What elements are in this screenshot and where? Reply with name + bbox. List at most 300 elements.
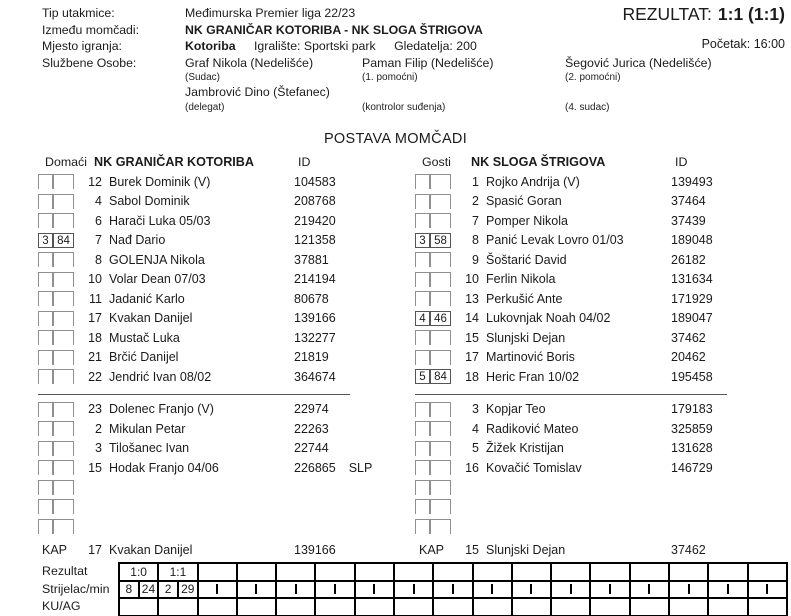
sub-minute-box (53, 499, 74, 514)
officials-roles-2 (185, 102, 785, 115)
player-row (415, 478, 791, 498)
kuag-cell (748, 598, 788, 616)
assistant1-name: Paman Filip (Nedelišće) (362, 56, 494, 70)
result-row-label: Rezultat (42, 564, 88, 578)
sub-minute-box (430, 402, 451, 417)
sub-player-box (38, 311, 53, 326)
scorer-minute-cell (590, 581, 629, 599)
player-row (38, 439, 398, 459)
player-name: Lukovnjak Noah 04/02 (486, 311, 611, 326)
score-progress-section (42, 562, 788, 616)
home-team-panel (38, 152, 398, 560)
player-number: 2 (95, 421, 102, 436)
scorer-number (316, 582, 334, 598)
scorer-number (552, 582, 570, 598)
scorer-number (395, 582, 413, 598)
kuag-row-label: KU/AG (42, 599, 81, 613)
player-tag: SLP (348, 460, 373, 475)
sub-minute-box (53, 402, 74, 417)
kuag-cell (669, 598, 708, 616)
teams-value: NK GRANIČAR KOTORIBA - NK SLOGA ŠTRIGOVA (185, 23, 483, 37)
player-row (415, 439, 791, 459)
player-row (38, 270, 398, 290)
player-name: Jendrić Ivan 08/02 (109, 369, 212, 384)
officials-row (42, 56, 785, 72)
sub-player-box (38, 402, 53, 417)
player-name: Mustač Luka (109, 330, 180, 345)
scorer-row-label: Strijelac/min (42, 581, 110, 596)
goal-minute (611, 582, 629, 598)
venue-city: Kotoriba (185, 39, 236, 53)
player-number: 11 (89, 291, 102, 306)
goal-minute: 24 (141, 582, 156, 597)
scorer-minute-cell (708, 581, 747, 599)
player-number: 8 (472, 233, 479, 248)
goal-minute (768, 582, 786, 598)
player-number: 22 (88, 369, 102, 384)
away-captain-row (415, 540, 791, 560)
officials-names-1 (185, 56, 785, 72)
player-name: Žižek Kristijan (486, 441, 564, 456)
away-team-name: NK SLOGA ŠTRIGOVA (471, 155, 606, 169)
player-name: Kopjar Teo (486, 402, 546, 417)
player-id: 21819 (294, 350, 329, 365)
attendance-value: Gledatelja: 200 (394, 39, 477, 53)
goal-minute (415, 582, 433, 598)
player-name: Slunjski Dejan (486, 330, 566, 345)
player-number: 10 (88, 272, 102, 287)
kickoff-time: Početak: 16:00 (701, 37, 785, 51)
home-captain-id: 139166 (294, 543, 336, 557)
sub-minute-box (430, 519, 451, 534)
player-id: 20462 (671, 350, 706, 365)
score-table-row-labels (42, 562, 118, 616)
player-name: Ferlin Nikola (486, 272, 556, 287)
scorer-minute-cell (355, 581, 394, 599)
player-id: 37881 (294, 252, 329, 267)
player-number: 17 (465, 350, 479, 365)
player-id: 146729 (671, 460, 713, 475)
away-subs-divider (415, 394, 727, 395)
sub-minute-box: 84 (430, 369, 451, 384)
sub-minute-box (430, 441, 451, 456)
player-row (415, 367, 791, 387)
player-number: 17 (88, 311, 102, 326)
home-id-column-label: ID (298, 155, 311, 169)
sub-player-box: 4 (415, 311, 430, 326)
sub-minute-box (53, 194, 74, 209)
player-row (415, 250, 791, 270)
goal-minute (650, 582, 668, 598)
sub-minute-box (430, 330, 451, 345)
assistant2-role: (2. pomoćni) (565, 72, 621, 83)
result-cell (198, 563, 237, 581)
scorer-minute-cell (158, 581, 197, 599)
player-name: Brčić Danijel (109, 350, 179, 365)
scorer-number (474, 582, 492, 598)
home-side-label: Domaći (45, 155, 87, 169)
goal-minute (297, 582, 315, 598)
player-name: Šoštarić David (486, 252, 567, 267)
kuag-cell (433, 598, 472, 616)
kuag-cell (394, 598, 433, 616)
player-id: 219420 (294, 213, 336, 228)
scorer-number (356, 582, 374, 598)
scorer-number (434, 582, 452, 598)
scorer-minute-cell (276, 581, 315, 599)
scorer-minute-cell (551, 581, 590, 599)
player-row (415, 289, 791, 309)
sub-minute-box (430, 350, 451, 365)
sub-player-box (38, 330, 53, 345)
away-captain-name: Slunjski Dejan (486, 543, 566, 557)
result-cell: 1:0 (119, 563, 158, 581)
goal-minute (572, 582, 590, 598)
player-id: 189048 (671, 233, 713, 248)
player-number: 23 (88, 402, 102, 417)
away-team-header (415, 152, 791, 172)
player-id: 37439 (671, 213, 706, 228)
assistant2-name: Šegović Jurica (Nedelišće) (565, 56, 712, 70)
player-number: 4 (472, 421, 479, 436)
away-starters-list (415, 172, 791, 387)
home-subs-divider (38, 394, 350, 395)
home-team-header (38, 152, 398, 172)
sub-player-box (38, 421, 53, 436)
away-id-column-label: ID (675, 155, 688, 169)
result-cell (708, 563, 747, 581)
sub-player-box (415, 402, 430, 417)
sub-minute-box (53, 311, 74, 326)
player-id: 22744 (294, 441, 329, 456)
player-row (38, 458, 398, 478)
sub-minute-box (53, 421, 74, 436)
goal-minute (336, 582, 354, 598)
home-team-name: NK GRANIČAR KOTORIBA (94, 155, 254, 169)
player-id: 131628 (671, 441, 713, 456)
sub-player-box (415, 350, 430, 365)
player-row (415, 211, 791, 231)
player-row (415, 400, 791, 420)
player-name: Pomper Nikola (486, 213, 568, 228)
scorer-minute-cell (315, 581, 354, 599)
sub-minute-box (53, 174, 74, 189)
sub-minute-box (53, 291, 74, 306)
home-subs-list (38, 400, 398, 537)
result-cell (512, 563, 551, 581)
player-name: Dolenec Franjo (V) (109, 402, 214, 417)
venue-label: Mjesto igranja: (42, 39, 122, 53)
away-captain-label: KAP (419, 543, 445, 557)
player-id: 189047 (671, 311, 713, 326)
sub-player-box (415, 213, 430, 228)
player-number: 13 (465, 291, 479, 306)
sub-player-box (38, 519, 53, 534)
kuag-cell (551, 598, 590, 616)
sub-minute-box (430, 499, 451, 514)
sub-player-box (38, 441, 53, 456)
result-value: 1:1 (1:1) (717, 4, 785, 24)
result-cell (630, 563, 669, 581)
player-id: 22263 (294, 421, 329, 436)
goal-minute (375, 582, 393, 598)
scorer-minute-cell (394, 581, 433, 599)
player-number: 15 (88, 460, 102, 475)
player-number: 7 (472, 213, 479, 228)
match-type-label: Tip utakmice: (42, 6, 115, 20)
sub-minute-box (430, 421, 451, 436)
player-row (38, 328, 398, 348)
sub-player-box (38, 174, 53, 189)
player-number: 21 (88, 350, 102, 365)
sub-minute-box: 58 (430, 233, 451, 248)
player-name: Jadanić Karlo (109, 291, 185, 306)
player-name: Rojko Andrija (V) (486, 174, 580, 189)
player-number: 14 (465, 311, 479, 326)
scorer-number (670, 582, 688, 598)
player-name: Martinović Boris (486, 350, 575, 365)
scorer-number (277, 582, 295, 598)
home-starters-list (38, 172, 398, 387)
sub-player-box (415, 272, 430, 287)
kuag-cell (237, 598, 276, 616)
kuag-cell (315, 598, 354, 616)
scorer-number (591, 582, 609, 598)
player-id: 195458 (671, 369, 713, 384)
player-id: 364674 (294, 369, 336, 384)
referee-name: Graf Nikola (Nedelišće) (185, 56, 314, 70)
player-number: 16 (465, 460, 479, 475)
officials-label: Službene Osobe: (42, 56, 137, 70)
sub-minute-box (430, 272, 451, 287)
player-name: Tilošanec Ivan (109, 441, 190, 456)
scorer-minute-cell (198, 581, 237, 599)
sub-minute-box (53, 480, 74, 495)
scorer-minute-cell (669, 581, 708, 599)
player-id: 208768 (294, 194, 336, 209)
delegate-name: Jambrović Dino (Štefanec) (185, 85, 330, 99)
sub-minute-box (430, 480, 451, 495)
sub-player-box (415, 291, 430, 306)
player-number: 3 (472, 402, 479, 417)
player-number: 8 (95, 252, 102, 267)
player-id: 121358 (294, 233, 336, 248)
sub-player-box (38, 272, 53, 287)
player-name: Mikulan Petar (109, 421, 186, 436)
kuag-cell (276, 598, 315, 616)
pitch-value: Igralište: Sportski park (253, 39, 376, 53)
player-row (38, 172, 398, 192)
sub-minute-box (53, 519, 74, 534)
sub-player-box (415, 421, 430, 436)
player-id: 37464 (671, 194, 706, 209)
sub-player-box (415, 519, 430, 534)
player-number: 18 (465, 369, 479, 384)
away-side-label: Gosti (422, 155, 451, 169)
scorer-number: 2 (164, 582, 172, 597)
player-row (38, 517, 398, 537)
sub-player-box: 3 (415, 233, 430, 248)
kuag-cell (355, 598, 394, 616)
kuag-cell (198, 598, 237, 616)
player-number: 15 (465, 330, 479, 345)
player-number: 2 (472, 194, 479, 209)
match-type-value: Međimurska Premier liga 22/23 (185, 6, 356, 20)
result-cell (355, 563, 394, 581)
player-name: Hodak Franjo 04/06 (109, 460, 219, 475)
player-name: GOLENJA Nikola (109, 252, 205, 267)
player-number: 4 (95, 194, 102, 209)
player-name: Nađ Dario (109, 233, 166, 248)
player-id: 325859 (671, 421, 713, 436)
sub-minute-box (430, 174, 451, 189)
sub-player-box (415, 460, 430, 475)
result-cell (315, 563, 354, 581)
sub-player-box (38, 480, 53, 495)
player-id: 171929 (671, 291, 713, 306)
sub-player-box (415, 441, 430, 456)
goal-minute (690, 582, 708, 598)
player-row (415, 419, 791, 439)
home-captain-number: 17 (88, 543, 102, 557)
result-cell (473, 563, 512, 581)
scorer-number (238, 582, 256, 598)
section-title: POSTAVA MOMČADI (323, 131, 468, 147)
sub-player-box (38, 369, 53, 384)
player-name: Volar Dean 07/03 (109, 272, 206, 287)
player-number: 1 (472, 174, 479, 189)
match-controller-role: (kontrolor suđenja) (362, 102, 446, 113)
player-row (38, 309, 398, 329)
sub-player-box (38, 499, 53, 514)
player-row (415, 458, 791, 478)
kuag-cell (158, 598, 197, 616)
player-id: 139493 (671, 174, 713, 189)
player-row (38, 192, 398, 212)
sub-minute-box (53, 369, 74, 384)
sub-player-box (415, 174, 430, 189)
player-number: 9 (472, 252, 479, 267)
kuag-cell (590, 598, 629, 616)
player-id: 22974 (294, 402, 329, 417)
sub-minute-box (53, 213, 74, 228)
kuag-cell (708, 598, 747, 616)
player-row (38, 400, 398, 420)
player-id: 37462 (671, 330, 706, 345)
kuag-cell (473, 598, 512, 616)
sub-minute-box (430, 213, 451, 228)
score-progress-table (118, 562, 788, 616)
sub-player-box: 5 (415, 369, 430, 384)
player-number: 6 (95, 213, 102, 228)
goal-minute (257, 582, 275, 598)
player-number: 18 (88, 330, 102, 345)
player-name: Spasić Goran (486, 194, 562, 209)
player-id: 132277 (294, 330, 336, 345)
player-id: 139166 (294, 311, 336, 326)
result-cell (669, 563, 708, 581)
sub-minute-box (430, 291, 451, 306)
result-header (622, 4, 785, 25)
player-row (38, 348, 398, 368)
goal-minute (454, 582, 472, 598)
player-row (415, 270, 791, 290)
sub-player-box (415, 480, 430, 495)
result-cell (394, 563, 433, 581)
scorer-number (709, 582, 727, 598)
venue-row (42, 39, 785, 56)
referee-role: (Sudac) (185, 72, 221, 83)
kuag-cell (119, 598, 158, 616)
scorer-minute-cell (512, 581, 551, 599)
sub-player-box (38, 350, 53, 365)
away-subs-list (415, 400, 791, 537)
sub-minute-box: 84 (53, 233, 74, 248)
sub-player-box: 3 (38, 233, 53, 248)
away-team-panel (415, 152, 791, 560)
player-id: 226865 SLP (294, 460, 373, 475)
result-cell (748, 563, 788, 581)
sub-minute-box (53, 272, 74, 287)
scorer-number (199, 582, 217, 598)
kuag-cell (630, 598, 669, 616)
player-row (38, 497, 398, 517)
player-id: 26182 (671, 252, 706, 267)
sub-player-box (415, 330, 430, 345)
player-number: 10 (465, 272, 479, 287)
scorer-number (631, 582, 649, 598)
player-row (38, 211, 398, 231)
player-number: 3 (95, 441, 102, 456)
player-id: 179183 (671, 402, 713, 417)
sub-player-box (38, 291, 53, 306)
goal-minute (218, 582, 236, 598)
player-name: Perkušić Ante (486, 291, 563, 306)
home-captain-row (38, 540, 398, 560)
scorer-minute-cell (630, 581, 669, 599)
player-name: Sabol Dominik (109, 194, 190, 209)
sub-player-box (38, 213, 53, 228)
sub-player-box (415, 499, 430, 514)
player-row (38, 478, 398, 498)
sub-minute-box (53, 330, 74, 345)
scorer-number (513, 582, 531, 598)
teams-label: Između momčadi: (42, 23, 140, 37)
away-captain-id: 37462 (671, 543, 706, 557)
result-cell (433, 563, 472, 581)
player-id: 80678 (294, 291, 329, 306)
player-name: Kovačić Tomislav (486, 460, 582, 475)
sub-player-box (38, 460, 53, 475)
scorer-minute-cell (473, 581, 512, 599)
result-cell (590, 563, 629, 581)
goal-minute (532, 582, 550, 598)
sub-player-box (415, 194, 430, 209)
sub-player-box (38, 194, 53, 209)
delegate-role: (delegat) (185, 102, 225, 113)
scorer-minute-cell (433, 581, 472, 599)
player-row (415, 309, 791, 329)
player-row (415, 348, 791, 368)
player-row (38, 250, 398, 270)
player-row (415, 517, 791, 537)
goal-minute: 29 (181, 582, 195, 597)
player-row (415, 231, 791, 251)
sub-minute-box (53, 441, 74, 456)
home-captain-name: Kvakan Danijel (109, 543, 193, 557)
player-id: 131634 (671, 272, 713, 287)
sub-minute-box (430, 460, 451, 475)
